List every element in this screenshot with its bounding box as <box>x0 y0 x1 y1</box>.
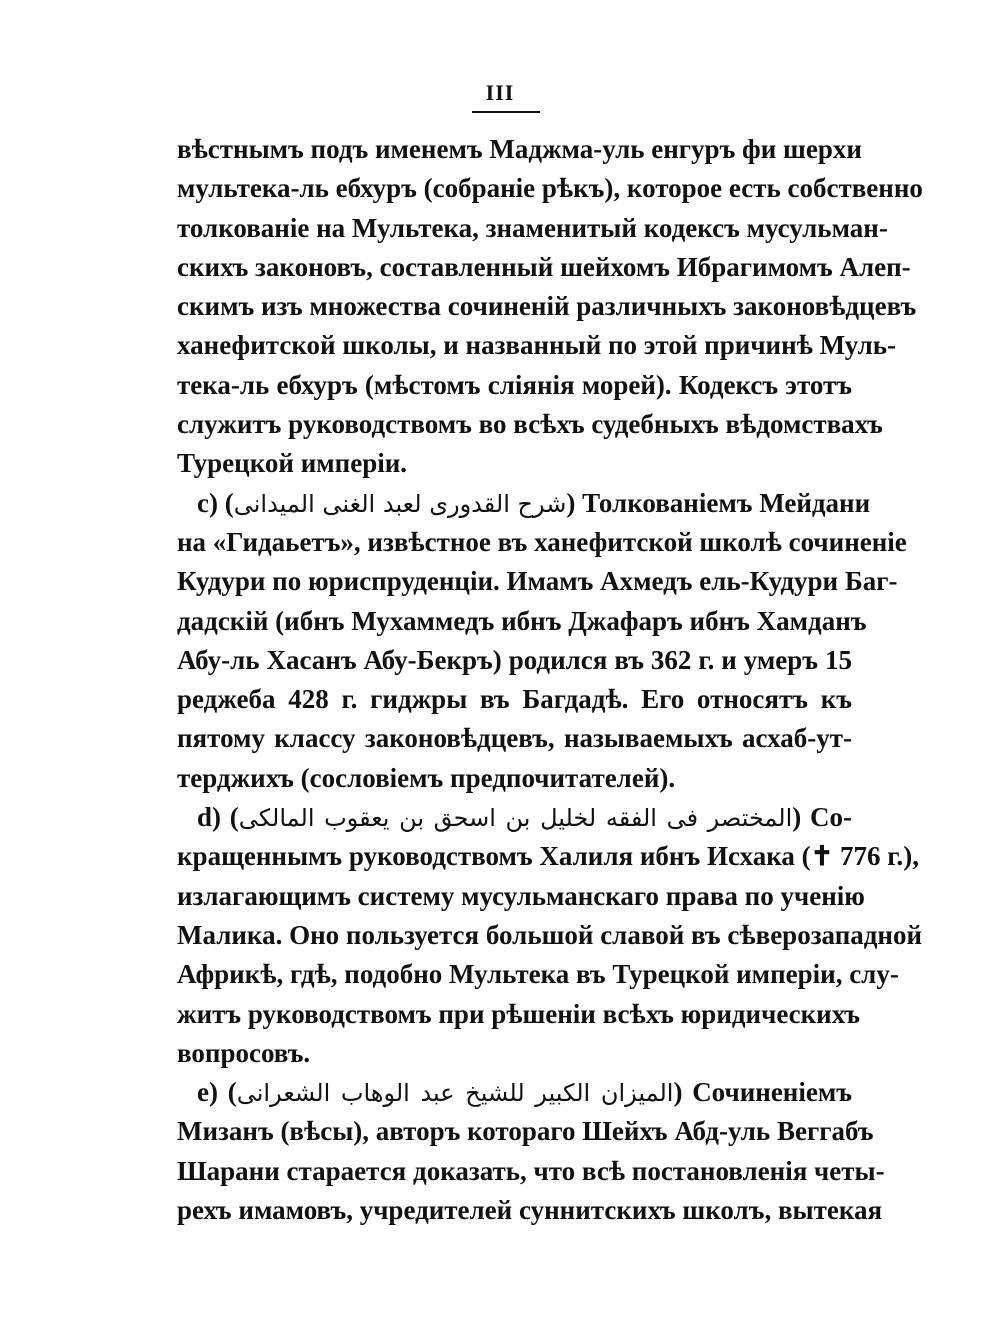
para-c-arabic: شرح القدورى لعبد الغنى الميدانى <box>233 489 567 518</box>
text-line: пятому классу законовѣдцевъ, называемыхъ асхаб-ут- <box>177 723 852 754</box>
text-line: служитъ руководствомъ во всѣхъ судебныхъ вѣдомствахъ <box>177 409 883 440</box>
text-line: Кудури по юриспруденціи. Имамъ Ахмедъ ель-Кудури Баг- <box>177 566 898 597</box>
para-c-first-line: c) (شرح القدورى لعبد الغنى الميدانى) Толкованіемъ Мейдани <box>197 487 871 518</box>
para-e-first-line: e) (الميزان الكبير للشيخ عبد الوهاب الشعرانى) Сочиненіемъ <box>197 1077 852 1108</box>
para-d-arabic: المختصر فى الفقه لخليل بن اسحق بن يعقوب المالكى <box>238 804 793 833</box>
text-line: Абу-ль Хасанъ Абу-Бекръ) родился въ 362 г. и умеръ 15 <box>177 644 852 675</box>
text-line: Шарани старается доказать, что всѣ постановленія четы- <box>177 1155 885 1186</box>
text-line: на «Гидаьетъ», извѣстное въ ханефитской школѣ сочиненіе <box>177 526 907 557</box>
text-line: скихъ законовъ, составленный шейхомъ Ибрагимомъ Алеп- <box>177 251 911 282</box>
text-line: дадскій (ибнъ Мухаммедъ ибнъ Джафаръ ибнъ Хамданъ <box>177 605 867 636</box>
text-line: тека-ль ебхуръ (мѣстомъ сліянія морей). Кодексъ этотъ <box>177 369 852 400</box>
text-line: Малика. Оно пользуется большой славой въ сѣверозападной <box>177 919 923 950</box>
text-line: толкованіе на Мультека, знаменитый кодексъ мусульман- <box>177 212 888 243</box>
text-line: вѣстнымъ подъ именемъ Маджма-уль енгуръ фи шерхи <box>177 134 862 164</box>
text-line: ханефитской школы, и названный по этой причинѣ Муль- <box>177 330 896 361</box>
text-line: мультека-ль ебхуръ (собраніе рѣкъ), которое есть собственно <box>177 173 923 204</box>
para-e-label: e) <box>197 1077 218 1108</box>
para-e-arabic: الميزان الكبير للشيخ عبد الوهاب الشعرانى <box>236 1079 674 1108</box>
text-line: житъ руководствомъ при рѣшеніи всѣхъ юридическихъ <box>177 998 860 1029</box>
text-line: Африкѣ, гдѣ, подобно Мультека въ Турецкой имперіи, слу- <box>177 959 899 990</box>
text-line: рехъ имамовъ, учредителей суннитскихъ школъ, вытекая <box>177 1195 883 1226</box>
text-line: терджихъ (сословіемъ предпочитателей). <box>177 762 676 793</box>
text-line: излагающимъ систему мусульманскаго права по ученію <box>177 880 865 911</box>
para-d-label: d) <box>197 802 222 833</box>
body-text <box>177 130 923 1230</box>
text-line: скимъ изъ множества сочиненій различныхъ законовѣдцевъ <box>177 291 917 322</box>
text-line: вопросовъ. <box>177 1037 311 1068</box>
header-rule <box>472 111 540 113</box>
para-c-label: c) <box>197 487 218 518</box>
text-line: кращеннымъ руководствомъ Халиля ибнъ Исхака (✝ 776 г.), <box>177 841 919 872</box>
text-line: реджеба 428 г. гиджры въ Багдадѣ. Его относятъ къ <box>177 684 852 715</box>
text-line: Мизанъ (вѣсы), авторъ котораго Шейхъ Абд-уль Веггабъ <box>177 1116 874 1147</box>
para-d-first-line: d) (المختصر فى الفقه لخليل بن اسحق بن يعقوب المالكى) Со- <box>197 802 853 833</box>
para-c-after: Толкованіемъ Мейдани <box>582 487 871 518</box>
page-number: III <box>485 80 515 105</box>
para-e-after: Сочиненіемъ <box>692 1077 852 1108</box>
para-d-after: Со- <box>810 802 853 833</box>
text-line: Турецкой имперіи. <box>177 448 408 479</box>
